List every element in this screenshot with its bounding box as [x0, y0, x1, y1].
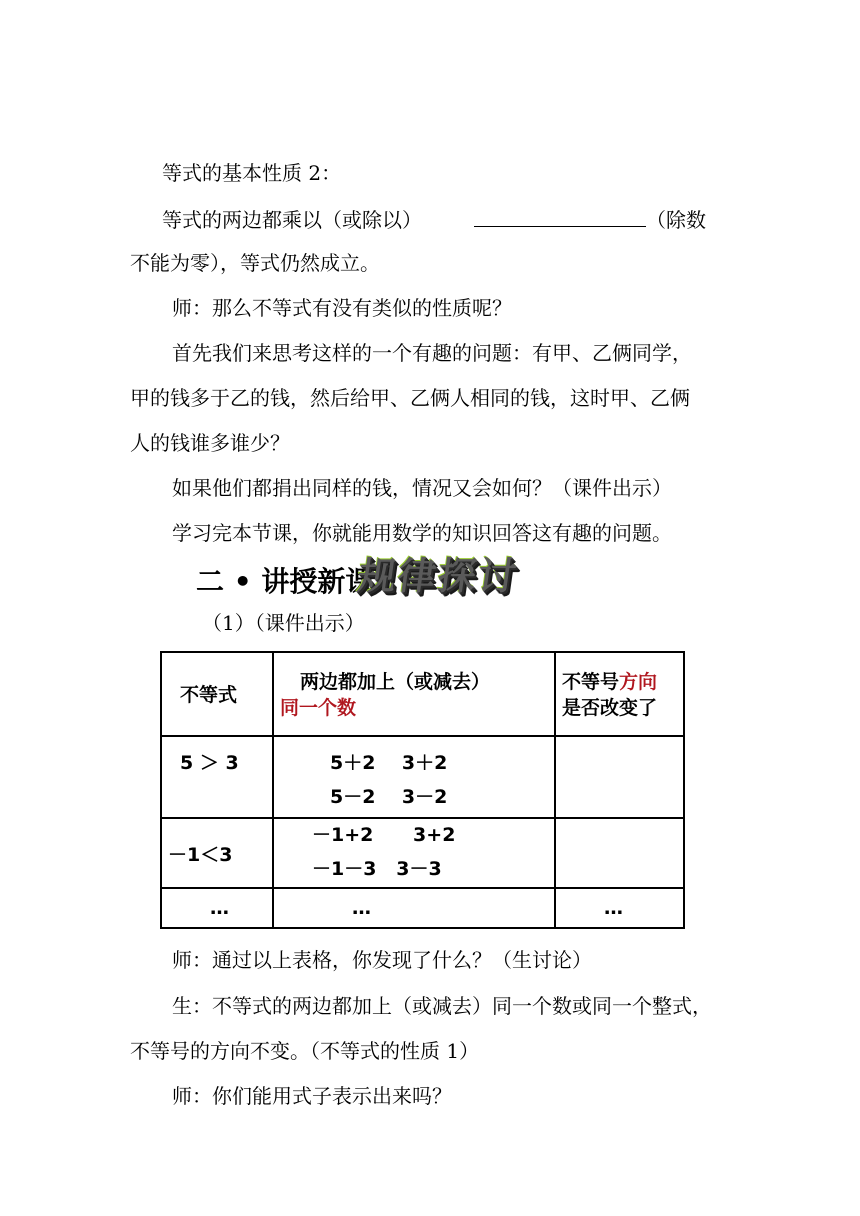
property-2-text: 等式的两边都乘以（或除以） [162, 208, 422, 232]
paragraph-student-answer-line2: 不等号的方向不变。（不等式的性质 1） [130, 1039, 480, 1063]
header-inequality: 不等式 [161, 652, 273, 736]
row2-changed[interactable] [555, 818, 684, 888]
fill-in-blank[interactable] [474, 206, 646, 227]
paragraph-learning-goal: 学习完本节课，你就能用数学的知识回答这有趣的问题。 [172, 521, 672, 545]
property-2-divisor-note: （除数 [646, 208, 706, 232]
row1-changed[interactable] [555, 736, 684, 818]
courseware-subheading: （1）（课件出示） [202, 611, 365, 635]
table-row [161, 818, 684, 888]
header-direction-line2: 是否改变了 [562, 697, 658, 719]
row1-operations [273, 736, 555, 818]
header-direction-part1: 不等号 [562, 671, 620, 693]
row1-inequality: 5 ＞ 3 [161, 736, 273, 818]
table-row [161, 736, 684, 818]
row2-operations [273, 818, 555, 888]
paragraph-property-2-title: 等式的基本性质 2： [162, 161, 342, 185]
section-heading-text: 二 • 讲授新课 [196, 565, 374, 598]
wordart-title: 规律探讨 [354, 554, 522, 598]
row2-ops-add: －1+2 3+2 [312, 824, 456, 846]
row3-operations: … [273, 888, 555, 928]
header-direction-part2: 方向 [619, 671, 658, 693]
paragraph-teacher-question: 师：那么不等式有没有类似的性质呢？ [172, 296, 512, 320]
paragraph-teacher-formula: 师：你们能用式子表示出来吗？ [172, 1084, 452, 1108]
paragraph-teacher-discovery: 师：通过以上表格，你发现了什么？（生讨论） [172, 948, 592, 972]
table-row [161, 888, 684, 928]
paragraph-student-answer-line1: 生：不等式的两边都加上（或减去）同一个数或同一个整式， [172, 994, 712, 1018]
header-direction [555, 652, 684, 736]
section-heading [196, 554, 576, 608]
table-header-row [161, 652, 684, 736]
paragraph-problem-line3: 人的钱谁多谁少？ [130, 431, 290, 455]
row2-ops-sub: －1－3 3－3 [312, 858, 442, 880]
row3-changed: … [555, 888, 684, 928]
row2-inequality: －1＜3 [161, 818, 273, 888]
row3-inequality: … [161, 888, 273, 928]
header-operation-line1: 两边都加上（或减去） [300, 671, 491, 693]
paragraph-donation-question: 如果他们都捐出同样的钱，情况又会如何？（课件出示） [172, 476, 672, 500]
inequality-table [160, 651, 685, 929]
row1-ops-sub: 5－2 3－2 [330, 786, 448, 808]
row1-ops-add: 5＋2 3＋2 [330, 752, 448, 774]
paragraph-property-2-line1 [162, 206, 706, 232]
paragraph-property-2-line2: 不能为零），等式仍然成立。 [130, 251, 380, 275]
paragraph-problem-line1: 首先我们来思考这样的一个有趣的问题：有甲、乙俩同学， [172, 341, 692, 365]
paragraph-problem-line2: 甲的钱多于乙的钱，然后给甲、乙俩人相同的钱，这时甲、乙俩 [130, 386, 690, 410]
header-operation [273, 652, 555, 736]
header-operation-line2: 同一个数 [280, 697, 357, 719]
